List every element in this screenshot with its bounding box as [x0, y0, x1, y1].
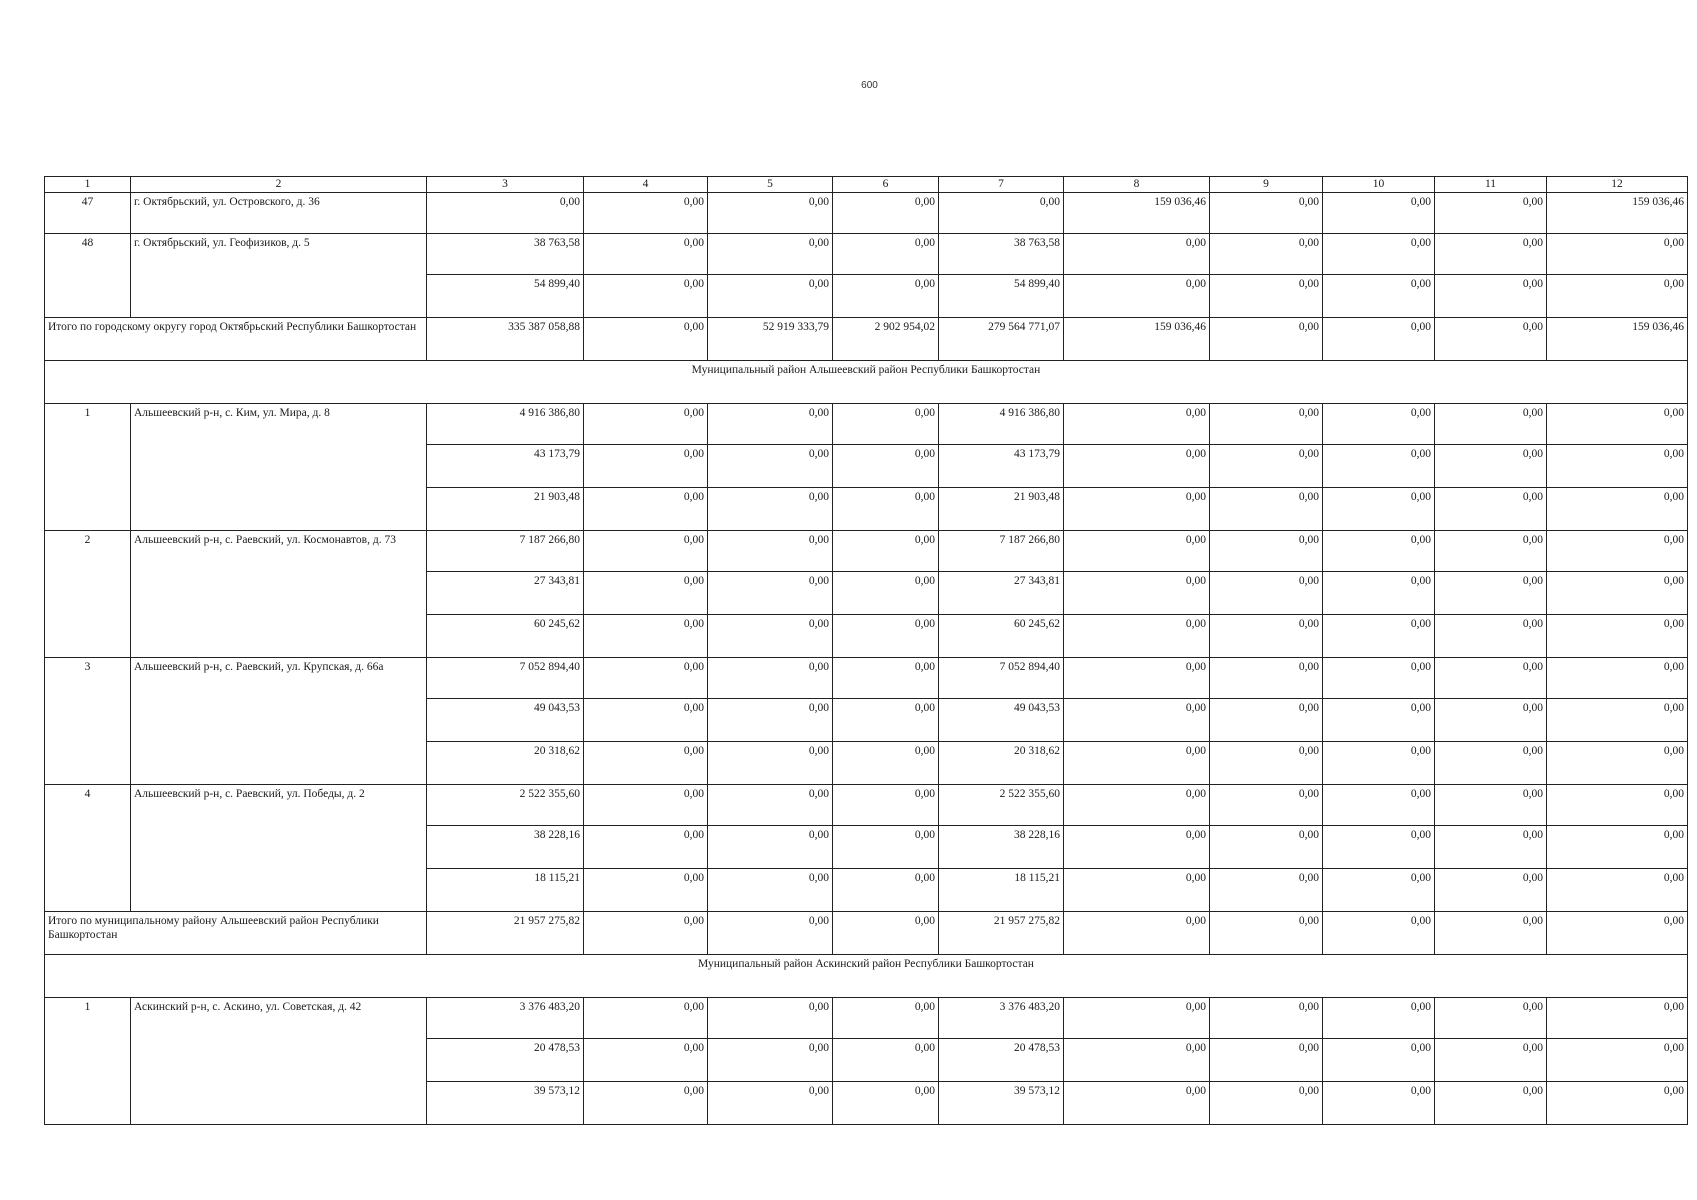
value-cell: 0,00 [584, 826, 708, 869]
value-cell: 0,00 [1435, 1082, 1547, 1125]
value-cell: 0,00 [1064, 404, 1210, 445]
value-cell: 0,00 [833, 658, 939, 699]
address-cell: Аскинский р-н, с. Аскино, ул. Советская, д. 42 [131, 998, 427, 1125]
value-cell: 0,00 [1547, 234, 1688, 275]
value-cell: 0,00 [584, 1082, 708, 1125]
value-cell: 0,00 [1435, 742, 1547, 785]
header-row [45, 177, 1688, 193]
section-title: Муниципальный район Аскинский район Республики Башкортостан [45, 955, 1688, 998]
value-cell: 159 036,46 [1547, 193, 1688, 234]
value-cell: 0,00 [1323, 572, 1435, 615]
value-cell: 0,00 [1435, 699, 1547, 742]
value-cell: 0,00 [1323, 1082, 1435, 1125]
column-header: 2 [131, 177, 427, 193]
value-cell: 0,00 [1210, 699, 1323, 742]
value-cell: 0,00 [1435, 275, 1547, 318]
row-index: 2 [45, 531, 131, 658]
total-value-cell: 0,00 [1064, 912, 1210, 955]
table-row [45, 531, 1688, 572]
value-cell: 0,00 [833, 742, 939, 785]
value-cell: 27 343,81 [427, 572, 584, 615]
value-cell: 0,00 [708, 869, 833, 912]
address-cell: г. Октябрьский, ул. Островского, д. 36 [131, 193, 427, 234]
value-cell: 0,00 [1323, 404, 1435, 445]
value-cell: 0,00 [1435, 234, 1547, 275]
value-cell: 60 245,62 [427, 615, 584, 658]
table-row [45, 785, 1688, 826]
value-cell: 0,00 [708, 572, 833, 615]
value-cell: 0,00 [1210, 404, 1323, 445]
value-cell: 43 173,79 [939, 445, 1064, 488]
value-cell: 0,00 [833, 1039, 939, 1082]
value-cell: 4 916 386,80 [939, 404, 1064, 445]
value-cell: 0,00 [1210, 572, 1323, 615]
value-cell: 0,00 [1323, 826, 1435, 869]
value-cell: 18 115,21 [427, 869, 584, 912]
table-row [45, 404, 1688, 445]
value-cell: 0,00 [833, 1082, 939, 1125]
value-cell: 0,00 [1210, 869, 1323, 912]
value-cell: 7 187 266,80 [427, 531, 584, 572]
value-cell: 0,00 [833, 785, 939, 826]
value-cell: 0,00 [1547, 699, 1688, 742]
value-cell: 0,00 [1210, 488, 1323, 531]
value-cell: 0,00 [1210, 1082, 1323, 1125]
value-cell: 0,00 [1435, 193, 1547, 234]
value-cell: 0,00 [708, 488, 833, 531]
value-cell: 0,00 [1547, 531, 1688, 572]
value-cell: 0,00 [584, 998, 708, 1039]
value-cell: 0,00 [833, 193, 939, 234]
value-cell: 0,00 [1210, 531, 1323, 572]
value-cell: 3 376 483,20 [427, 998, 584, 1039]
value-cell: 0,00 [1064, 275, 1210, 318]
value-cell: 0,00 [1435, 998, 1547, 1039]
value-cell: 0,00 [1547, 615, 1688, 658]
value-cell: 0,00 [584, 445, 708, 488]
value-cell: 0,00 [1064, 742, 1210, 785]
table-row [45, 658, 1688, 699]
value-cell: 0,00 [833, 234, 939, 275]
total-value-cell: 0,00 [1210, 318, 1323, 361]
value-cell: 0,00 [833, 531, 939, 572]
value-cell: 2 522 355,60 [427, 785, 584, 826]
total-value-cell: 279 564 771,07 [939, 318, 1064, 361]
value-cell: 0,00 [833, 445, 939, 488]
value-cell: 0,00 [1323, 531, 1435, 572]
value-cell: 0,00 [833, 404, 939, 445]
value-cell: 38 228,16 [939, 826, 1064, 869]
value-cell: 0,00 [1547, 998, 1688, 1039]
value-cell: 159 036,46 [1064, 193, 1210, 234]
column-header: 10 [1323, 177, 1435, 193]
value-cell: 0,00 [427, 193, 584, 234]
value-cell: 0,00 [1547, 869, 1688, 912]
row-index: 1 [45, 998, 131, 1125]
value-cell: 0,00 [708, 404, 833, 445]
value-cell: 0,00 [1210, 445, 1323, 488]
value-cell: 0,00 [1547, 445, 1688, 488]
column-header: 12 [1547, 177, 1688, 193]
value-cell: 0,00 [1210, 1039, 1323, 1082]
value-cell: 0,00 [1064, 658, 1210, 699]
value-cell: 27 343,81 [939, 572, 1064, 615]
address-cell: Альшеевский р-н, с. Раевский, ул. Космонавтов, д. 73 [131, 531, 427, 658]
value-cell: 0,00 [1435, 1039, 1547, 1082]
value-cell: 0,00 [708, 785, 833, 826]
value-cell: 0,00 [1435, 572, 1547, 615]
value-cell: 0,00 [1323, 615, 1435, 658]
value-cell: 0,00 [1435, 531, 1547, 572]
column-header: 5 [708, 177, 833, 193]
value-cell: 0,00 [1435, 445, 1547, 488]
value-cell: 0,00 [708, 234, 833, 275]
value-cell: 0,00 [584, 1039, 708, 1082]
value-cell: 0,00 [833, 869, 939, 912]
total-value-cell: 0,00 [708, 912, 833, 955]
value-cell: 0,00 [1210, 826, 1323, 869]
value-cell: 0,00 [1435, 658, 1547, 699]
value-cell: 0,00 [1323, 275, 1435, 318]
row-index: 3 [45, 658, 131, 785]
value-cell: 0,00 [1064, 234, 1210, 275]
value-cell: 0,00 [1064, 1039, 1210, 1082]
value-cell: 0,00 [1064, 445, 1210, 488]
value-cell: 0,00 [708, 531, 833, 572]
value-cell: 0,00 [708, 1039, 833, 1082]
value-cell: 0,00 [708, 1082, 833, 1125]
value-cell: 0,00 [1064, 826, 1210, 869]
total-value-cell: 335 387 058,88 [427, 318, 584, 361]
value-cell: 0,00 [708, 658, 833, 699]
value-cell: 21 903,48 [427, 488, 584, 531]
value-cell: 0,00 [708, 615, 833, 658]
value-cell: 2 522 355,60 [939, 785, 1064, 826]
section-row [45, 955, 1688, 998]
value-cell: 0,00 [1323, 1039, 1435, 1082]
value-cell: 0,00 [708, 445, 833, 488]
value-cell: 0,00 [584, 193, 708, 234]
value-cell: 0,00 [1323, 998, 1435, 1039]
value-cell: 20 478,53 [939, 1039, 1064, 1082]
value-cell: 0,00 [1323, 234, 1435, 275]
value-cell: 0,00 [1210, 234, 1323, 275]
value-cell: 0,00 [1547, 826, 1688, 869]
value-cell: 0,00 [833, 826, 939, 869]
value-cell: 60 245,62 [939, 615, 1064, 658]
value-cell: 0,00 [584, 699, 708, 742]
value-cell: 0,00 [1323, 869, 1435, 912]
value-cell: 0,00 [584, 785, 708, 826]
value-cell: 7 052 894,40 [427, 658, 584, 699]
value-cell: 38 763,58 [939, 234, 1064, 275]
value-cell: 0,00 [833, 699, 939, 742]
value-cell: 0,00 [584, 234, 708, 275]
value-cell: 0,00 [1547, 275, 1688, 318]
value-cell: 0,00 [1210, 275, 1323, 318]
total-value-cell: 2 902 954,02 [833, 318, 939, 361]
value-cell: 0,00 [708, 998, 833, 1039]
value-cell: 0,00 [939, 193, 1064, 234]
column-header: 4 [584, 177, 708, 193]
total-value-cell: 0,00 [584, 318, 708, 361]
value-cell: 54 899,40 [939, 275, 1064, 318]
value-cell: 39 573,12 [427, 1082, 584, 1125]
column-header: 8 [1064, 177, 1210, 193]
value-cell: 0,00 [1064, 699, 1210, 742]
value-cell: 0,00 [1435, 869, 1547, 912]
value-cell: 20 318,62 [939, 742, 1064, 785]
value-cell: 0,00 [1323, 193, 1435, 234]
column-header: 11 [1435, 177, 1547, 193]
value-cell: 0,00 [584, 488, 708, 531]
value-cell: 0,00 [1547, 404, 1688, 445]
value-cell: 4 916 386,80 [427, 404, 584, 445]
value-cell: 0,00 [584, 572, 708, 615]
section-row [45, 361, 1688, 404]
value-cell: 20 478,53 [427, 1039, 584, 1082]
value-cell: 0,00 [1547, 572, 1688, 615]
value-cell: 0,00 [1323, 488, 1435, 531]
total-value-cell: 0,00 [1323, 912, 1435, 955]
total-value-cell: 0,00 [584, 912, 708, 955]
value-cell: 0,00 [1435, 785, 1547, 826]
value-cell: 0,00 [1435, 488, 1547, 531]
value-cell: 0,00 [1064, 572, 1210, 615]
value-cell: 0,00 [1435, 404, 1547, 445]
value-cell: 0,00 [1064, 531, 1210, 572]
value-cell: 7 187 266,80 [939, 531, 1064, 572]
value-cell: 54 899,40 [427, 275, 584, 318]
value-cell: 0,00 [1547, 742, 1688, 785]
column-header: 3 [427, 177, 584, 193]
value-cell: 0,00 [1323, 699, 1435, 742]
table-row [45, 998, 1688, 1039]
data-table [44, 176, 1688, 1125]
page-number: 600 [861, 80, 878, 91]
value-cell: 0,00 [584, 742, 708, 785]
value-cell: 0,00 [1547, 1039, 1688, 1082]
value-cell: 0,00 [1210, 615, 1323, 658]
value-cell: 0,00 [1064, 998, 1210, 1039]
value-cell: 0,00 [1323, 742, 1435, 785]
total-label: Итого по городскому округу город Октябрьский Республики Башкортостан [45, 318, 427, 361]
column-header: 6 [833, 177, 939, 193]
total-value-cell: 52 919 333,79 [708, 318, 833, 361]
value-cell: 0,00 [833, 572, 939, 615]
value-cell: 7 052 894,40 [939, 658, 1064, 699]
row-index: 4 [45, 785, 131, 912]
value-cell: 0,00 [708, 275, 833, 318]
value-cell: 0,00 [833, 275, 939, 318]
value-cell: 0,00 [1547, 488, 1688, 531]
value-cell: 0,00 [1210, 785, 1323, 826]
value-cell: 0,00 [1210, 998, 1323, 1039]
total-value-cell: 159 036,46 [1547, 318, 1688, 361]
value-cell: 0,00 [584, 531, 708, 572]
value-cell: 0,00 [1323, 658, 1435, 699]
total-value-cell: 21 957 275,82 [427, 912, 584, 955]
total-value-cell: 0,00 [1435, 912, 1547, 955]
value-cell: 0,00 [1210, 742, 1323, 785]
address-cell: Альшеевский р-н, с. Ким, ул. Мира, д. 8 [131, 404, 427, 531]
value-cell: 0,00 [708, 826, 833, 869]
value-cell: 0,00 [708, 699, 833, 742]
value-cell: 49 043,53 [939, 699, 1064, 742]
address-cell: Альшеевский р-н, с. Раевский, ул. Крупская, д. 66а [131, 658, 427, 785]
value-cell: 0,00 [1435, 615, 1547, 658]
value-cell: 0,00 [1064, 869, 1210, 912]
value-cell: 39 573,12 [939, 1082, 1064, 1125]
address-cell: Альшеевский р-н, с. Раевский, ул. Победы, д. 2 [131, 785, 427, 912]
value-cell: 0,00 [1323, 445, 1435, 488]
value-cell: 0,00 [584, 275, 708, 318]
value-cell: 0,00 [1064, 1082, 1210, 1125]
total-row [45, 318, 1688, 361]
value-cell: 0,00 [708, 193, 833, 234]
value-cell: 0,00 [1210, 193, 1323, 234]
value-cell: 0,00 [833, 488, 939, 531]
value-cell: 0,00 [1064, 785, 1210, 826]
value-cell: 0,00 [708, 742, 833, 785]
column-header: 7 [939, 177, 1064, 193]
row-index: 47 [45, 193, 131, 234]
column-header: 9 [1210, 177, 1323, 193]
value-cell: 0,00 [1547, 1082, 1688, 1125]
table-row [45, 193, 1688, 234]
value-cell: 0,00 [1064, 488, 1210, 531]
value-cell: 20 318,62 [427, 742, 584, 785]
value-cell: 0,00 [584, 869, 708, 912]
table-row [45, 234, 1688, 275]
value-cell: 0,00 [833, 998, 939, 1039]
row-index: 1 [45, 404, 131, 531]
value-cell: 43 173,79 [427, 445, 584, 488]
value-cell: 0,00 [1547, 658, 1688, 699]
value-cell: 21 903,48 [939, 488, 1064, 531]
value-cell: 0,00 [584, 658, 708, 699]
total-value-cell: 0,00 [1210, 912, 1323, 955]
section-title: Муниципальный район Альшеевский район Республики Башкортостан [45, 361, 1688, 404]
total-label: Итого по муниципальному району Альшеевский район Республики Башкортостан [45, 912, 427, 955]
value-cell: 0,00 [833, 615, 939, 658]
value-cell: 0,00 [1210, 658, 1323, 699]
total-value-cell: 0,00 [1323, 318, 1435, 361]
total-value-cell: 159 036,46 [1064, 318, 1210, 361]
total-value-cell: 21 957 275,82 [939, 912, 1064, 955]
total-value-cell: 0,00 [1435, 318, 1547, 361]
value-cell: 0,00 [584, 404, 708, 445]
total-value-cell: 0,00 [833, 912, 939, 955]
value-cell: 18 115,21 [939, 869, 1064, 912]
row-index: 48 [45, 234, 131, 318]
value-cell: 3 376 483,20 [939, 998, 1064, 1039]
column-header: 1 [45, 177, 131, 193]
value-cell: 0,00 [1064, 615, 1210, 658]
value-cell: 38 763,58 [427, 234, 584, 275]
total-value-cell: 0,00 [1547, 912, 1688, 955]
value-cell: 0,00 [1435, 826, 1547, 869]
value-cell: 49 043,53 [427, 699, 584, 742]
address-cell: г. Октябрьский, ул. Геофизиков, д. 5 [131, 234, 427, 318]
value-cell: 0,00 [1547, 785, 1688, 826]
value-cell: 0,00 [1323, 785, 1435, 826]
value-cell: 0,00 [584, 615, 708, 658]
value-cell: 38 228,16 [427, 826, 584, 869]
total-row [45, 912, 1688, 955]
